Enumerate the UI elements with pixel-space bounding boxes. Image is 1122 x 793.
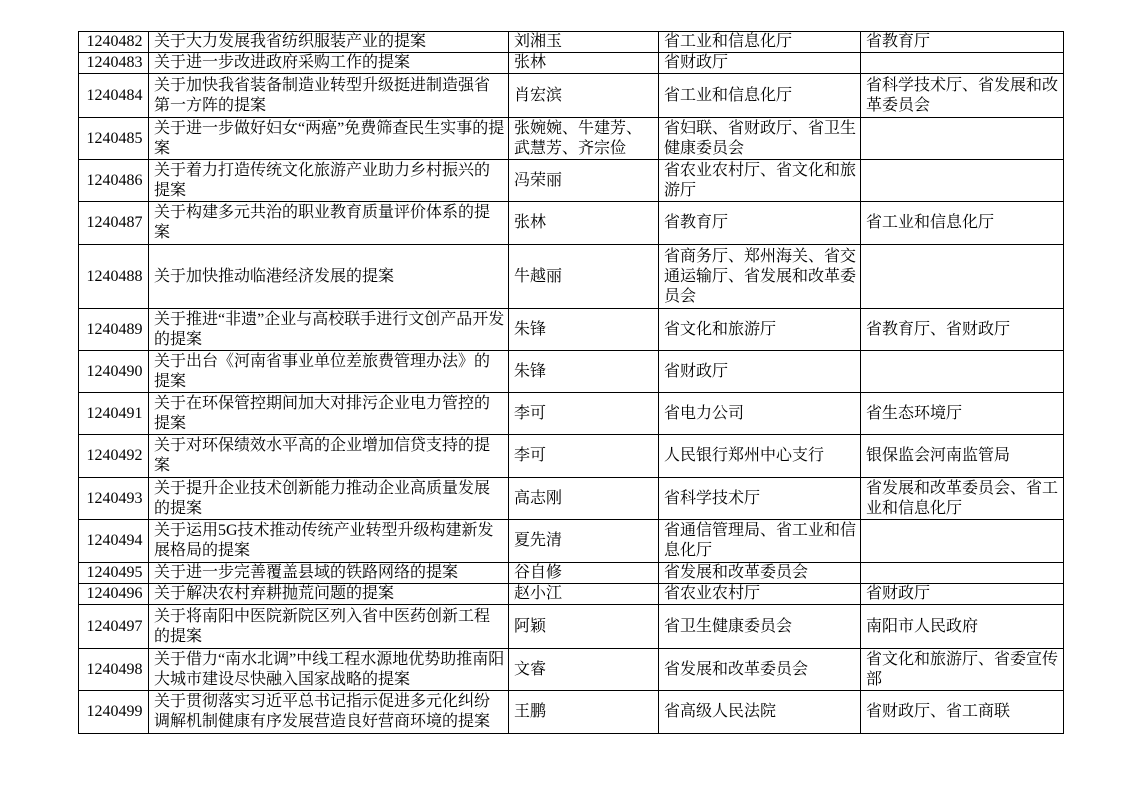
proposal-title: 关于进一步做好妇女“两癌”免费筛查民生实事的提案 [149,118,509,160]
lead-department: 省通信管理局、省工业和信息化厅 [659,520,861,563]
proposal-id: 1240494 [79,520,149,563]
table-row [79,478,1064,520]
proposal-id: 1240493 [79,478,149,520]
lead-department: 省商务厅、郑州海关、省交通运输厅、省发展和改革委员会 [659,245,861,309]
table-row [79,520,1064,563]
proposal-id: 1240489 [79,309,149,351]
assist-department: 省生态环境厅 [861,393,1064,435]
assist-department: 省教育厅 [861,32,1064,53]
proposal-table [78,31,1064,734]
proposal-id: 1240482 [79,32,149,53]
lead-department: 省财政厅 [659,53,861,74]
table-row [79,74,1064,118]
proposal-id: 1240499 [79,691,149,734]
assist-department: 省发展和改革委员会、省工业和信息化厅 [861,478,1064,520]
table-row [79,309,1064,351]
proposal-title: 关于出台《河南省事业单位差旅费管理办法》的提案 [149,351,509,393]
proposal-id: 1240491 [79,393,149,435]
assist-department: 省教育厅、省财政厅 [861,309,1064,351]
lead-department: 省教育厅 [659,202,861,245]
proposer: 张婉婉、牛建芳、武慧芳、齐宗俭 [509,118,659,160]
proposal-title: 关于进一步改进政府采购工作的提案 [149,53,509,74]
assist-department: 银保监会河南监管局 [861,435,1064,478]
table-row [79,649,1064,691]
proposal-title: 关于推进“非遗”企业与高校联手进行文创产品开发的提案 [149,309,509,351]
proposer: 朱锋 [509,309,659,351]
assist-department: 省科学技术厅、省发展和改革委员会 [861,74,1064,118]
proposal-title: 关于运用5G技术推动传统产业转型升级构建新发展格局的提案 [149,520,509,563]
assist-department [861,160,1064,202]
table-row [79,691,1064,734]
assist-department: 省文化和旅游厅、省委宣传部 [861,649,1064,691]
proposal-id: 1240487 [79,202,149,245]
lead-department: 省发展和改革委员会 [659,563,861,584]
table-row [79,563,1064,584]
proposal-id: 1240483 [79,53,149,74]
proposal-id: 1240498 [79,649,149,691]
lead-department: 省工业和信息化厅 [659,32,861,53]
proposer: 文睿 [509,649,659,691]
proposal-id: 1240496 [79,584,149,605]
table-row [79,32,1064,53]
proposal-id: 1240497 [79,605,149,649]
proposer: 张林 [509,202,659,245]
proposal-title: 关于大力发展我省纺织服装产业的提案 [149,32,509,53]
table-row [79,351,1064,393]
proposal-id: 1240495 [79,563,149,584]
proposer: 高志刚 [509,478,659,520]
assist-department [861,245,1064,309]
proposer: 夏先清 [509,520,659,563]
assist-department: 南阳市人民政府 [861,605,1064,649]
proposer: 李可 [509,435,659,478]
assist-department [861,118,1064,160]
assist-department [861,520,1064,563]
proposal-title: 关于着力打造传统文化旅游产业助力乡村振兴的提案 [149,160,509,202]
proposal-id: 1240490 [79,351,149,393]
proposer: 李可 [509,393,659,435]
proposal-title: 关于构建多元共治的职业教育质量评价体系的提案 [149,202,509,245]
proposal-title: 关于解决农村弃耕抛荒问题的提案 [149,584,509,605]
assist-department: 省财政厅、省工商联 [861,691,1064,734]
proposer: 张林 [509,53,659,74]
proposal-title: 关于加快推动临港经济发展的提案 [149,245,509,309]
lead-department: 省农业农村厅、省文化和旅游厅 [659,160,861,202]
assist-department [861,53,1064,74]
proposal-id: 1240485 [79,118,149,160]
proposer: 冯荣丽 [509,160,659,202]
proposal-title: 关于在环保管控期间加大对排污企业电力管控的提案 [149,393,509,435]
table-row [79,393,1064,435]
proposal-id: 1240486 [79,160,149,202]
proposer: 刘湘玉 [509,32,659,53]
lead-department: 人民银行郑州中心支行 [659,435,861,478]
lead-department: 省电力公司 [659,393,861,435]
lead-department: 省科学技术厅 [659,478,861,520]
table-row [79,202,1064,245]
proposer: 朱锋 [509,351,659,393]
proposal-title: 关于进一步完善覆盖县域的铁路网络的提案 [149,563,509,584]
table-row [79,584,1064,605]
proposer: 牛越丽 [509,245,659,309]
lead-department: 省妇联、省财政厅、省卫生健康委员会 [659,118,861,160]
assist-department: 省财政厅 [861,584,1064,605]
table-row [79,435,1064,478]
proposer: 赵小江 [509,584,659,605]
lead-department: 省财政厅 [659,351,861,393]
lead-department: 省文化和旅游厅 [659,309,861,351]
proposal-title: 关于贯彻落实习近平总书记指示促进多元化纠纷调解机制健康有序发展营造良好营商环境的提案 [149,691,509,734]
assist-department [861,563,1064,584]
proposer: 王鹏 [509,691,659,734]
lead-department: 省高级人民法院 [659,691,861,734]
table-row [79,605,1064,649]
assist-department: 省工业和信息化厅 [861,202,1064,245]
table-row [79,53,1064,74]
proposal-id: 1240492 [79,435,149,478]
proposal-id: 1240488 [79,245,149,309]
table-row [79,160,1064,202]
proposal-title: 关于借力“南水北调”中线工程水源地优势助推南阳大城市建设尽快融入国家战略的提案 [149,649,509,691]
proposal-title: 关于将南阳中医院新院区列入省中医药创新工程的提案 [149,605,509,649]
lead-department: 省发展和改革委员会 [659,649,861,691]
lead-department: 省农业农村厅 [659,584,861,605]
lead-department: 省卫生健康委员会 [659,605,861,649]
table-row [79,245,1064,309]
proposal-title: 关于加快我省装备制造业转型升级挺进制造强省第一方阵的提案 [149,74,509,118]
proposal-title: 关于提升企业技术创新能力推动企业高质量发展的提案 [149,478,509,520]
proposer: 谷自修 [509,563,659,584]
proposer: 肖宏滨 [509,74,659,118]
table-row [79,118,1064,160]
proposal-title: 关于对环保绩效水平高的企业增加信贷支持的提案 [149,435,509,478]
assist-department [861,351,1064,393]
proposer: 阿颖 [509,605,659,649]
proposal-id: 1240484 [79,74,149,118]
lead-department: 省工业和信息化厅 [659,74,861,118]
